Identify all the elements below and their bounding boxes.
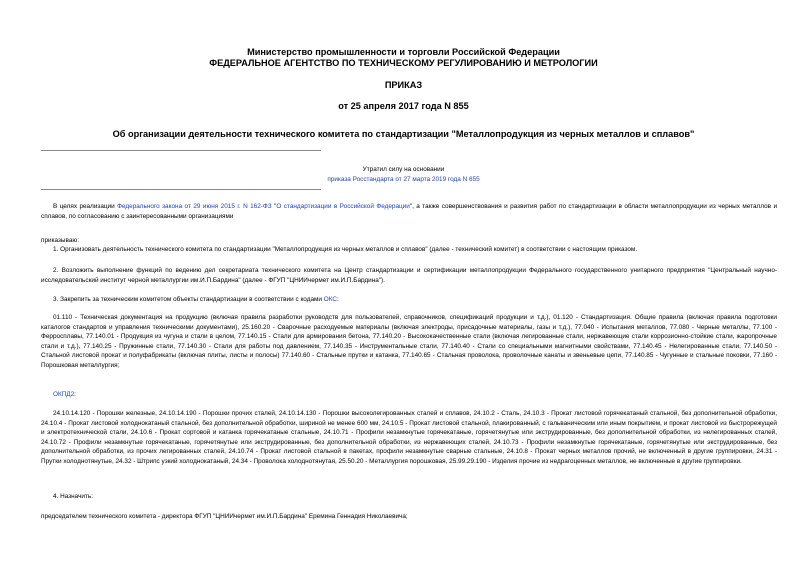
okpd2-link[interactable]: ОКПД2 — [53, 391, 75, 398]
oks-codes-list: 01.110 - Техническая документация на продукцию (включая правила разработки руководств для пользователей, справочников, спецификаций продукции и т.д.), 01.120 - Стандартизация. Общие правила (включая правила подготовки каталогов стандартов и управления техническими документами), 25.160.20 - Сварочные расходуемые материалы (включая электроды, присадочные материалы, газы и т.д.), 77.040 - Испытания металлов, 77.080 - Черные металлы, 77.100 - Ферросплавы, 77.140.01 - Продукция из чугуна и стали в целом, 77.140.15 - Стали для армирования бетона, 77.140.20 - Высококачественные стали (включая легированные стали, нержавеющие стали коррозионно-стойкие стали, жаропрочные стали и т.д.), 77.140.25 - Пружинные стали, 77.140.30 - Стали для работы под давлением, 77.140.35 - Инструментальные стали, 77.140.40 - Стали со специальными магнитными свойствами, 77.140.45 - Нелегированные стали, 77.140.50 - Стальной листовой прокат и полуфабрикаты (включая плиты, листы и полосы) 77.140.60 - Стальные прутки и катанка, 77.140.65 - Стальная проволока, проволочные канаты и звеньевые цепи, 77.140.85 - Чугунные и стальные поковки, 77.160 - Порошковая металлургия; — [41, 314, 777, 369]
orders-word: приказываю: — [41, 237, 79, 244]
item-1: 1. Организовать деятельность технического комитета по стандартизации "Металлопродукция из черных металлов и сплавов" (далее - технический комитет) в соответствии с настоящим приказом. — [53, 246, 638, 253]
ministry-name: Министерство промышленности и торговли Российской Федерации — [247, 47, 560, 57]
intro-text-mid: " — [271, 203, 277, 210]
document-type: ПРИКАЗ — [384, 80, 423, 90]
status-text: Утратил силу на основании — [362, 166, 445, 173]
document-title: Об организации деятельности технического комитета по стандартизации "Металлопродукция из черных металлов и сплавов" — [112, 129, 695, 139]
repeal-order-link[interactable]: приказа Росстандарта от 27 марта 2019 года N 655 — [327, 175, 480, 183]
item-4: 4. Назначить: — [53, 493, 94, 500]
item-3-text: 3. Закрепить за техническим комитетом объекты стандартизации в соответствии с кодами — [53, 296, 324, 303]
intro-paragraph — [41, 202, 777, 221]
item-3-colon: : — [337, 296, 339, 303]
intro-text-suffix: ", а также совершенствования и развития работ по стандартизации в области металлопродукции из черных металлов и сплавов, по согласованию с заинтересованными организациями — [41, 203, 778, 220]
agency-name: ФЕДЕРАЛЬНОЕ АГЕНТСТВО ПО ТЕХНИЧЕСКОМУ РЕГУЛИРОВАНИЮ И МЕТРОЛОГИИ — [209, 58, 598, 68]
chairman-appointment: председателем технического комитета - директора ФГУП "ЦНИИчермет им.И.П.Бардина" Еремина Геннадия Николаевича; — [41, 513, 408, 520]
federal-law-link[interactable]: Федерального закона от 29 июня 2015 г. N 162-ФЗ — [117, 203, 272, 210]
item-2: 2. Возложить выполнение функций по ведению дел секретариата технического комитета на Центр стандартизации и сертификации металлопродукции Федерального государственного унитарного предприятия "Центральный научно-исследовательский институт черной металлургии им.И.П.Бардина" (далее - ФГУП "ЦНИИчермет им.И.П.Бардина"). — [41, 267, 777, 284]
top-divider — [41, 150, 321, 151]
okpd-colon: : — [74, 391, 76, 398]
intro-text-prefix: В целях реализации — [53, 203, 118, 210]
okpd-codes-list: 24.10.14.120 - Порошки железные, 24.10.14.190 - Порошки прочих сталей, 24.10.14.130 - Порошки высоколегированных сталей и сплавов, 24.10.2 - Сталь, 24.10.3 - Прокат листовой горячекатаный стальной, без дополнительной обработки, 24.10.4 - Прокат листовой холоднокатаный стальной, без дополнительной обработки, шириной не менее 600 мм, 24.10.5 - Прокат листовой стальной, плакированный, с гальваническим или иным покрытием, и прокат листовой из быстрорежущей и электротехнической стали, 24.10.6 - Прокат сортовой и катанка горячекатаные стальные, 24.10.71 - Профили незамкнутые горячекатаные, горячетянутые или экструдированные, без дополнительной обработки, из нелегированных сталей, 24.10.72 - Профили незамкнутые горячекатаные, горячетянутые или экструдированные, без дополнительной обработки, из нержавеющих сталей, 24.10.73 - Профили незамкнутые горячекатаные, горячетянутые или экструдированные, без дополнительной обработки, из прочих легированных сталей, 24.10.74 - Прокат листовой стальной в пакетах, профили незамкнутые сварные стальные, 24.10.8 - Прокат черных металлов прочий, не включенный в другие группировки, 24.31 - Прутки холоднотянутые, 24.32 - Штрипс узкий холоднокатаный, 24.34 - Проволока холоднотянутая, 25.50.20 - Металлургия порошковая, 25.99.29.190 - Изделия прочие из недрагоценных металлов, не включенные в другие группировки. — [41, 410, 777, 465]
bottom-divider — [41, 189, 321, 190]
standardization-law-link[interactable]: О стандартизации в Российской Федерации — [276, 203, 410, 210]
document-date-number: от 25 апреля 2017 года N 855 — [338, 101, 469, 111]
okpd-heading — [41, 390, 777, 400]
status-block — [0, 165, 807, 184]
oks-link[interactable]: ОКС — [323, 296, 337, 303]
item-3 — [41, 295, 777, 305]
